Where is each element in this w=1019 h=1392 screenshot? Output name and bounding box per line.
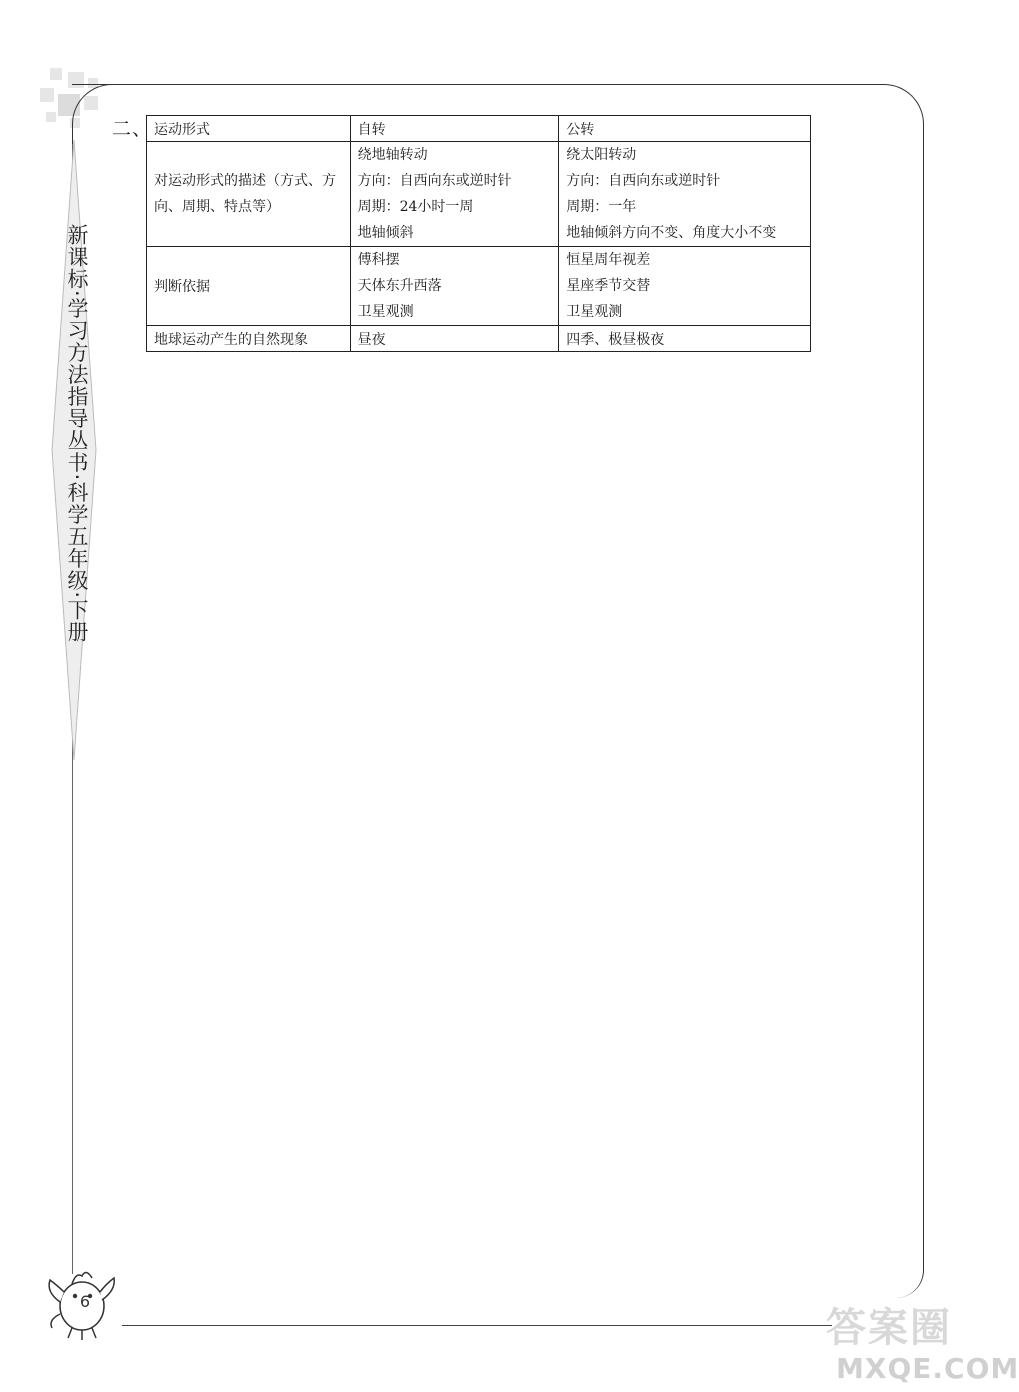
cell-line: 方向：自西向东或逆时针 — [566, 173, 721, 189]
rotation-cell — [350, 142, 559, 247]
cell-line: 傅科摆 — [357, 252, 400, 268]
cell-line: 地轴倾斜方向不变、角度大小不变 — [566, 225, 777, 241]
table-header-cell: 公转 — [559, 116, 811, 142]
row-label: 判断依据 — [147, 247, 351, 326]
cell-line: 地轴倾斜 — [357, 225, 414, 241]
table-header-row — [147, 116, 811, 142]
watermark-url-text: MXQE.COM — [836, 1352, 1019, 1385]
cell-line: 周期：一年 — [566, 199, 637, 215]
bottom-rule — [122, 1325, 832, 1326]
revolution-cell: 四季、极昼极夜 — [559, 326, 811, 352]
table-row — [147, 326, 811, 352]
row-label: 地球运动产生的自然现象 — [147, 326, 351, 352]
earth-motion-table — [146, 115, 811, 352]
row-label: 对运动形式的描述（方式、方向、周期、特点等） — [147, 142, 351, 247]
revolution-cell — [559, 142, 811, 247]
cell-line: 绕太阳转动 — [566, 147, 637, 163]
table-header-cell: 自转 — [350, 116, 559, 142]
rotation-cell — [350, 247, 559, 326]
page-number: 6 — [79, 1292, 91, 1311]
table-header-cell: 运动形式 — [147, 116, 351, 142]
revolution-cell — [559, 247, 811, 326]
table-row — [147, 142, 811, 247]
cell-line: 卫星观测 — [357, 304, 414, 320]
cell-line: 卫星观测 — [566, 304, 623, 320]
cell-line: 方向：自西向东或逆时针 — [357, 173, 512, 189]
table-row — [147, 247, 811, 326]
cell-line: 绕地轴转动 — [357, 147, 428, 163]
question-number: 二、 — [112, 118, 153, 140]
cell-line: 天体东升西落 — [357, 278, 442, 294]
watermark-logo-text: 答案圈 — [826, 1305, 952, 1351]
rotation-cell: 昼夜 — [350, 326, 559, 352]
cell-line: 星座季节交替 — [566, 278, 651, 294]
book-series-title: 新课标·学习方法指导丛书·科学五年级·下册 — [65, 224, 89, 644]
cell-line: 恒星周年视差 — [566, 252, 651, 268]
cell-line: 周期：24小时一周 — [357, 199, 474, 215]
